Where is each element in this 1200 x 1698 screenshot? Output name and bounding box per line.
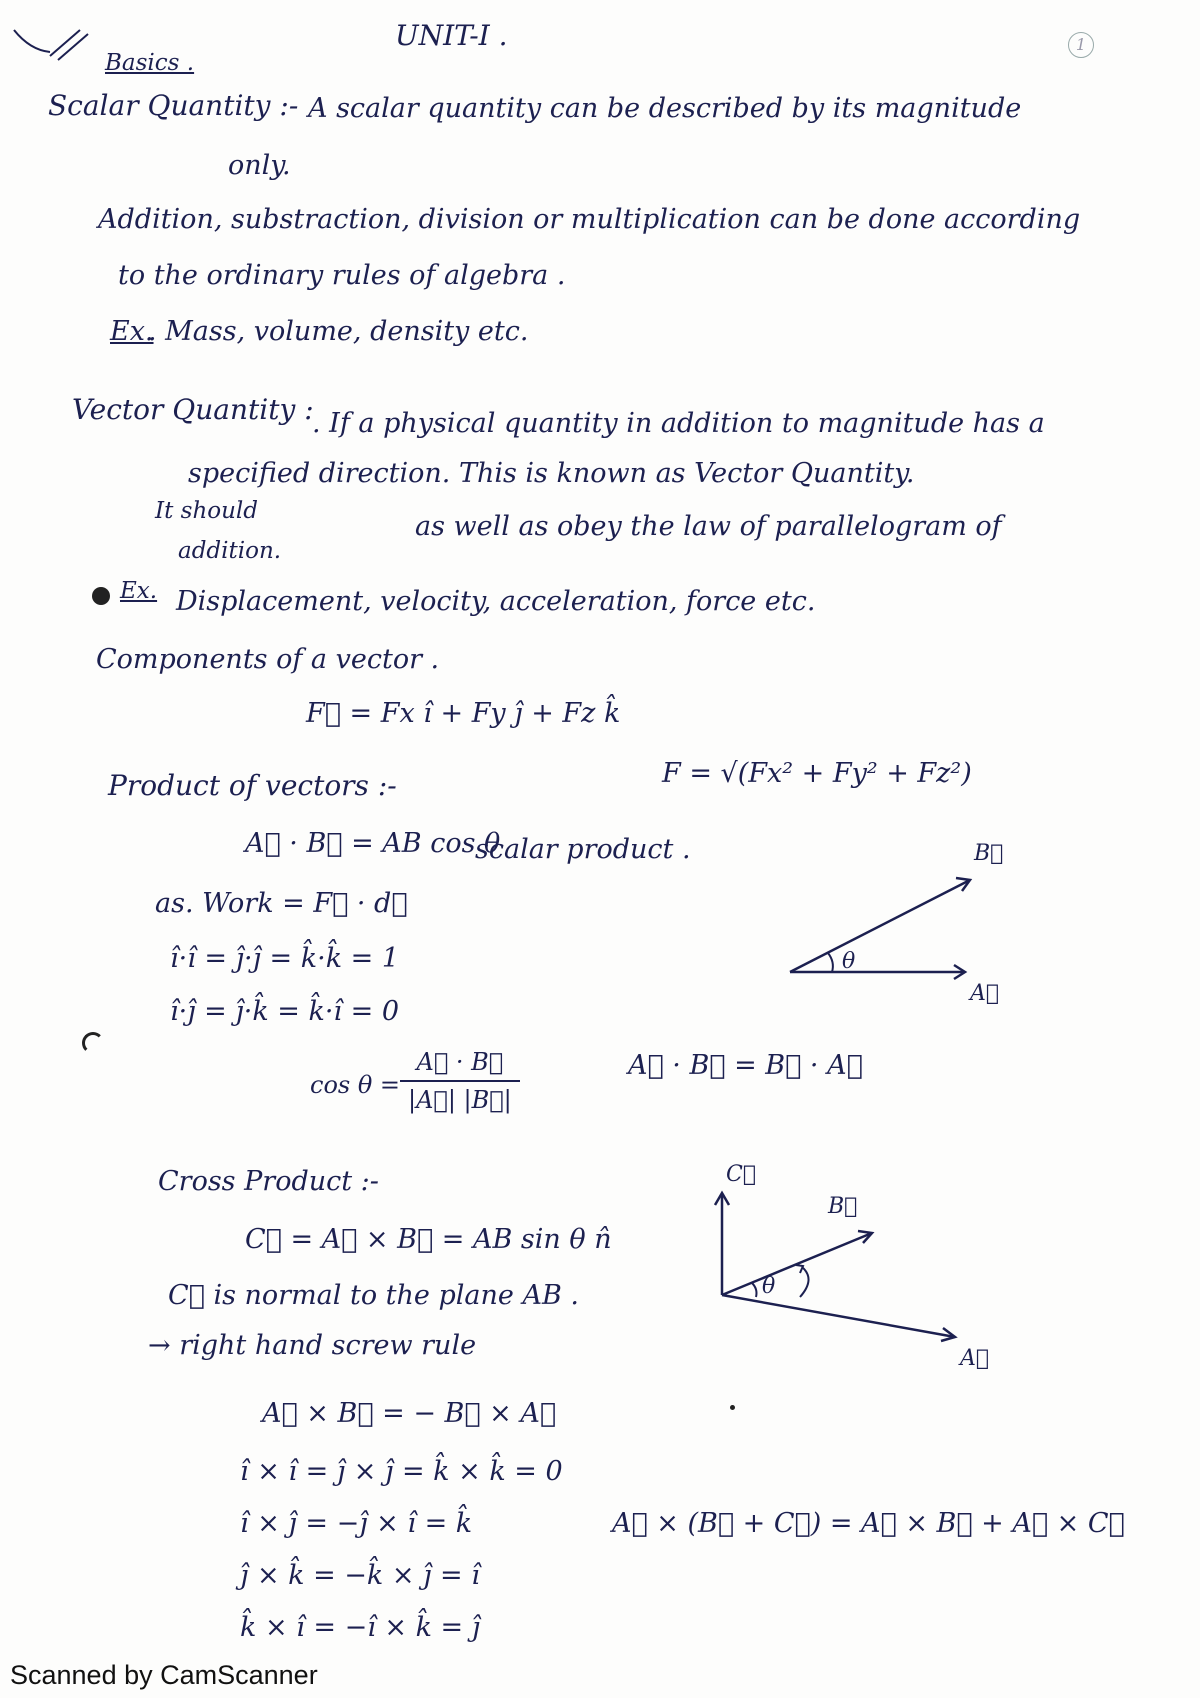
vector-b-arrow bbox=[790, 880, 970, 972]
vector-a-arrow bbox=[722, 1295, 955, 1337]
cos-numerator: A⃗ · B⃗ bbox=[416, 1048, 504, 1076]
scanner-watermark: Scanned by CamScanner bbox=[10, 1660, 318, 1690]
cos-fraction bbox=[400, 1048, 520, 1114]
cross-product-diagram bbox=[700, 1145, 1000, 1370]
dot-product-work: as. Work = F⃗ · d⃗ bbox=[155, 888, 408, 919]
dot-product-name: scalar product . bbox=[475, 834, 691, 865]
components-magnitude: F = √(Fx² + Fy² + Fz²) bbox=[662, 758, 972, 789]
bullet-dot-icon bbox=[92, 587, 110, 605]
diagram-label-b: B⃗ bbox=[828, 1194, 858, 1219]
scalar-example-label: Ex. bbox=[110, 316, 154, 347]
diagram-label-b: B⃗ bbox=[974, 841, 1004, 866]
margin-hook-icon bbox=[82, 1032, 104, 1054]
section-basics: Basics . bbox=[105, 50, 195, 76]
diagram-label-theta: θ bbox=[842, 949, 856, 974]
vector-line-1: . If a physical quantity in addition to magnitude has a bbox=[312, 408, 1045, 439]
components-equation: F⃗ = Fx î + Fy ĵ + Fz k̂ bbox=[306, 698, 621, 729]
vector-b-arrow bbox=[722, 1233, 872, 1295]
dot-product-unit-same: î·î = ĵ·ĵ = k̂·k̂ = 1 bbox=[170, 943, 400, 974]
scalar-line-4: to the ordinary rules of algebra . bbox=[118, 260, 566, 291]
cross-product-normal: C⃗ is normal to the plane AB . bbox=[168, 1280, 579, 1311]
cross-product-ki: k̂ × î = −î × k̂ = ĵ bbox=[240, 1612, 481, 1643]
vector-line-2: specified direction. This is known as Vector Quantity. bbox=[188, 458, 915, 489]
diagram-label-c: C⃗ bbox=[726, 1162, 757, 1187]
cos-denominator: |A⃗| |B⃗| bbox=[400, 1080, 520, 1114]
vector-heading: Vector Quantity : bbox=[72, 393, 314, 426]
dot-product-commutative: A⃗ · B⃗ = B⃗ · A⃗ bbox=[628, 1050, 863, 1081]
scalar-line-2: only. bbox=[228, 150, 291, 181]
scalar-line-3: Addition, substraction, division or multiplication can be done according bbox=[98, 204, 1081, 235]
diagram-label-a: A⃗ bbox=[960, 1346, 990, 1371]
components-heading: Components of a vector . bbox=[96, 644, 440, 675]
cross-product-rule: → right hand screw rule bbox=[148, 1330, 477, 1361]
scalar-heading: Scalar Quantity :- bbox=[48, 89, 299, 122]
vector-note-left: It should bbox=[155, 498, 258, 524]
scalar-examples: . Mass, volume, density etc. bbox=[148, 316, 529, 347]
cross-product-ij: î × ĵ = −ĵ × î = k̂ bbox=[240, 1508, 473, 1539]
rotation-arrowhead bbox=[796, 1265, 803, 1273]
angle-arc bbox=[752, 1283, 757, 1297]
vector-note-end: addition. bbox=[178, 538, 282, 564]
vector-example-label: Ex. bbox=[120, 578, 158, 604]
cross-product-heading: Cross Product :- bbox=[158, 1166, 379, 1197]
page-number: 1 bbox=[1068, 32, 1094, 58]
dot-product-definition: A⃗ · B⃗ = AB cos θ bbox=[245, 828, 501, 859]
cross-product-distributive: A⃗ × (B⃗ + C⃗) = A⃗ × B⃗ + A⃗ × C⃗ bbox=[612, 1508, 1125, 1539]
unit-title: UNIT-I . bbox=[395, 19, 508, 52]
vector-note-right: as well as obey the law of parallelogram of bbox=[415, 511, 1002, 542]
cos-label: cos θ = bbox=[310, 1071, 401, 1099]
cross-product-jk: ĵ × k̂ = −k̂ × ĵ = î bbox=[240, 1560, 480, 1591]
vector-examples: Displacement, velocity, acceleration, force etc. bbox=[176, 586, 816, 617]
stray-dot bbox=[730, 1405, 735, 1410]
scalar-line-1: A scalar quantity can be described by its magnitude bbox=[308, 93, 1022, 124]
dot-product-unit-diff: î·ĵ = ĵ·k̂ = k̂·î = 0 bbox=[170, 996, 400, 1027]
dot-product-heading: Product of vectors :- bbox=[108, 769, 397, 802]
corner-doodle-icon bbox=[10, 20, 90, 70]
diagram-label-a: A⃗ bbox=[970, 981, 1000, 1006]
cross-product-anticommutative: A⃗ × B⃗ = − B⃗ × A⃗ bbox=[262, 1398, 557, 1429]
cross-product-definition: C⃗ = A⃗ × B⃗ = AB sin θ n̂ bbox=[245, 1224, 612, 1255]
cross-product-unit-same: î × î = ĵ × ĵ = k̂ × k̂ = 0 bbox=[240, 1456, 563, 1487]
dot-product-diagram bbox=[780, 830, 1020, 1010]
angle-arc bbox=[828, 953, 833, 972]
diagram-label-theta: θ bbox=[762, 1274, 776, 1299]
